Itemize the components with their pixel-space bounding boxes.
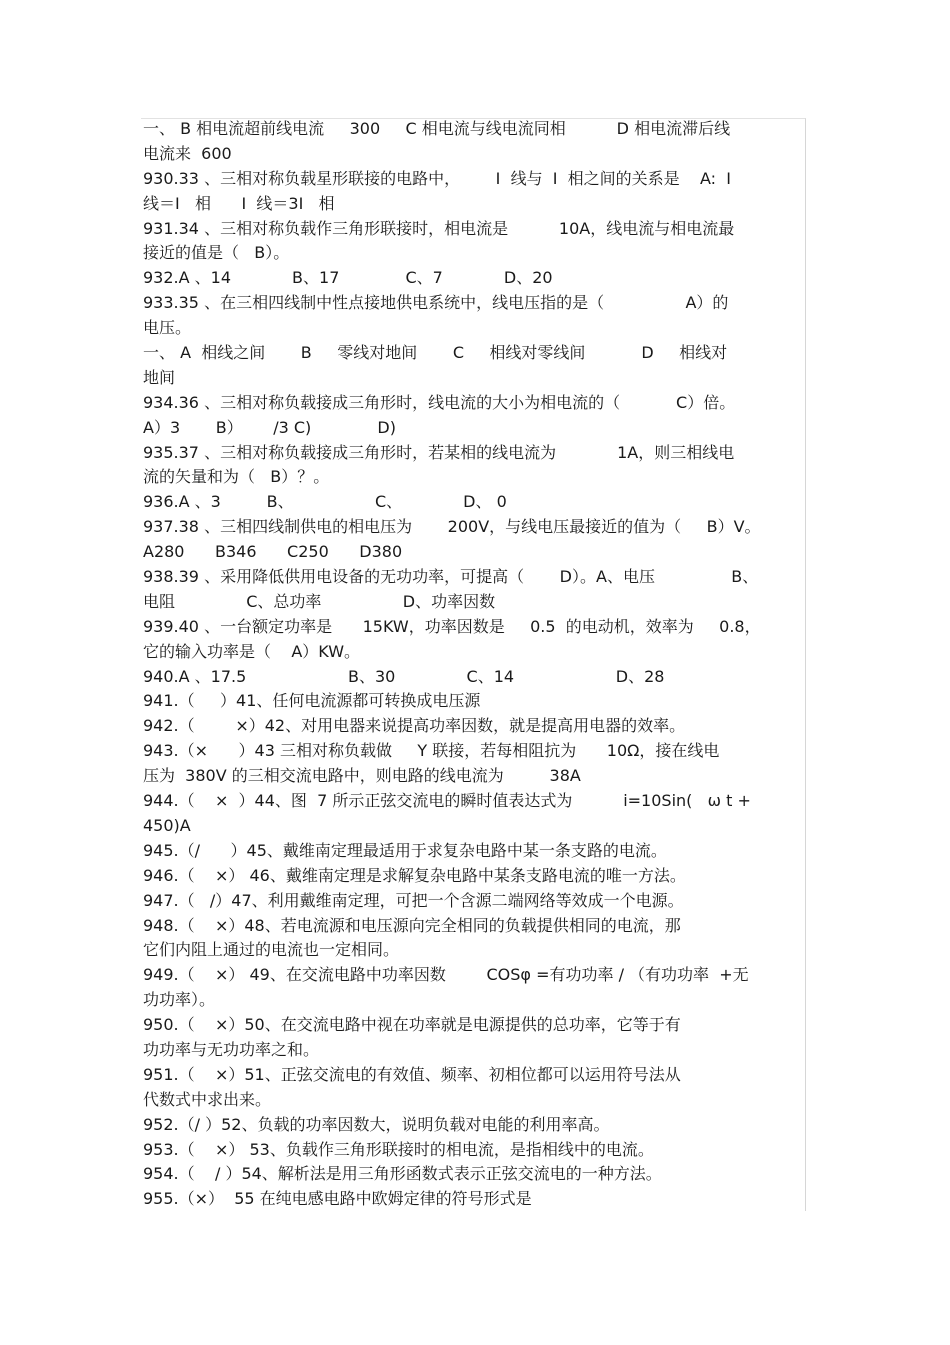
text-line: 952.（/ ）52、负载的功率因数大，说明负载对电能的利用率高。 [143, 1114, 610, 1134]
text-line: 938.39 、采用降低供用电设备的无功功率，可提高（ D）。A、电压 B、 [143, 567, 759, 587]
text-line: 950.（ ×）50、在交流电路中视在功率就是电源提供的总功率，它等于有 [143, 1015, 681, 1035]
text-line: A）3 B） /3 C) D) [143, 417, 396, 437]
text-line: 933.35 、在三相四线制中性点接地供电系统中，线电压指的是（ A）的 [143, 293, 729, 313]
text-line: 931.34 、三相对称负载作三角形联接时，相电流是 10A，线电流与相电流最 [143, 218, 735, 238]
text-line: 流的矢量和为（ B）？。 [143, 467, 330, 487]
text-line: 功功率与无功功率之和。 [143, 1039, 320, 1059]
text-line: 935.37 、三相对称负载接成三角形时，若某相的线电流为 1A，则三相线电 [143, 442, 735, 462]
text-line: 932.A 、14 B、17 C、7 D、20 [143, 268, 553, 288]
text-line: 930.33 、三相对称负载星形联接的电路中， I 线与 I 相之间的关系是 A: I [143, 168, 731, 188]
text-line: 它的输入功率是（ A）KW。 [143, 641, 361, 661]
text-line: 它们内阻上通过的电流也一定相同。 [143, 940, 400, 960]
text-line: 942.（ ×）42、对用电器来说提高功率因数，就是提高用电器的效率。 [143, 716, 686, 736]
text-line: 936.A 、3 B、 C、 D、 0 [143, 492, 507, 512]
text-line: 450)A [143, 815, 191, 835]
text-line: 955.（×） 55 在纯电感电路中欧姆定律的符号形式是 [143, 1189, 532, 1209]
text-line: 934.36 、三相对称负载接成三角形时，线电流的大小为相电流的（ C）倍。 [143, 392, 736, 412]
text-line: 947.（ /）47、利用戴维南定理，可把一个含源二端网络等效成一个电源。 [143, 890, 684, 910]
text-line: 944.（ × ）44、图 7 所示正弦交流电的瞬时值表达式为 i=10Sin( ω t + [143, 791, 751, 811]
text-line: 线＝I 相 I 线＝3I 相 [143, 193, 335, 213]
text-line: 953.（ ×） 53、负载作三角形联接时的相电流，是指相线中的电流。 [143, 1139, 654, 1159]
text-line: 功功率）。 [143, 990, 216, 1010]
text-line: 939.40 、一台额定功率是 15KW，功率因数是 0.5 的电动机，效率为 0.8， [143, 616, 761, 636]
text-line: 接近的值是（ B）。 [143, 243, 290, 263]
text-line: 948.（ ×）48、若电流源和电压源向完全相同的负载提供相同的电流，那 [143, 915, 681, 935]
text-line: 937.38 、三相四线制供电的相电压为 200V，与线电压最接近的值为（ B）V。 [143, 517, 761, 537]
text-line: 电流来 600 [143, 143, 232, 163]
text-line: 954.（ / ）54、解析法是用三角形函数式表示正弦交流电的一种方法。 [143, 1164, 662, 1184]
text-line: A280 B346 C250 D380 [143, 542, 403, 562]
text-line: 压为 380V 的三相交流电路中，则电路的线电流为 38A [143, 766, 581, 786]
text-line: 电压。 [143, 318, 192, 338]
text-line: 941.（ ）41、任何电流源都可转换成电压源 [143, 691, 481, 711]
text-line: 946.（ ×） 46、戴维南定理是求解复杂电路中某条支路电流的唯一方法。 [143, 865, 686, 885]
text-line: 一、 A 相线之间 B 零线对地间 C 相线对零线间 D 相线对 [143, 343, 728, 363]
text-line: 一、 B 相电流超前线电流 300 C 相电流与线电流同相 D 相电流滞后线 [143, 119, 731, 138]
text-line: 945.（/ ）45、戴维南定理最适用于求复杂电路中某一条支路的电流。 [143, 840, 667, 860]
text-line: 940.A 、17.5 B、30 C、14 D、28 [143, 666, 665, 686]
text-line: 电阻 C、总功率 D、功率因数 [143, 591, 496, 611]
text-line: 代数式中求出来。 [143, 1089, 272, 1109]
document-body [143, 117, 807, 1212]
text-line: 949.（ ×） 49、在交流电路中功率因数 COSφ =有功功率 / （有功功率 +无 [143, 965, 749, 985]
text-line: 943.（× ）43 三相对称负载做 Y 联接，若每相阻抗为 10Ω，接在线电 [143, 741, 720, 761]
text-line: 地间 [143, 367, 176, 387]
text-line: 951.（ ×）51、正弦交流电的有效值、频率、初相位都可以运用符号法从 [143, 1064, 681, 1084]
